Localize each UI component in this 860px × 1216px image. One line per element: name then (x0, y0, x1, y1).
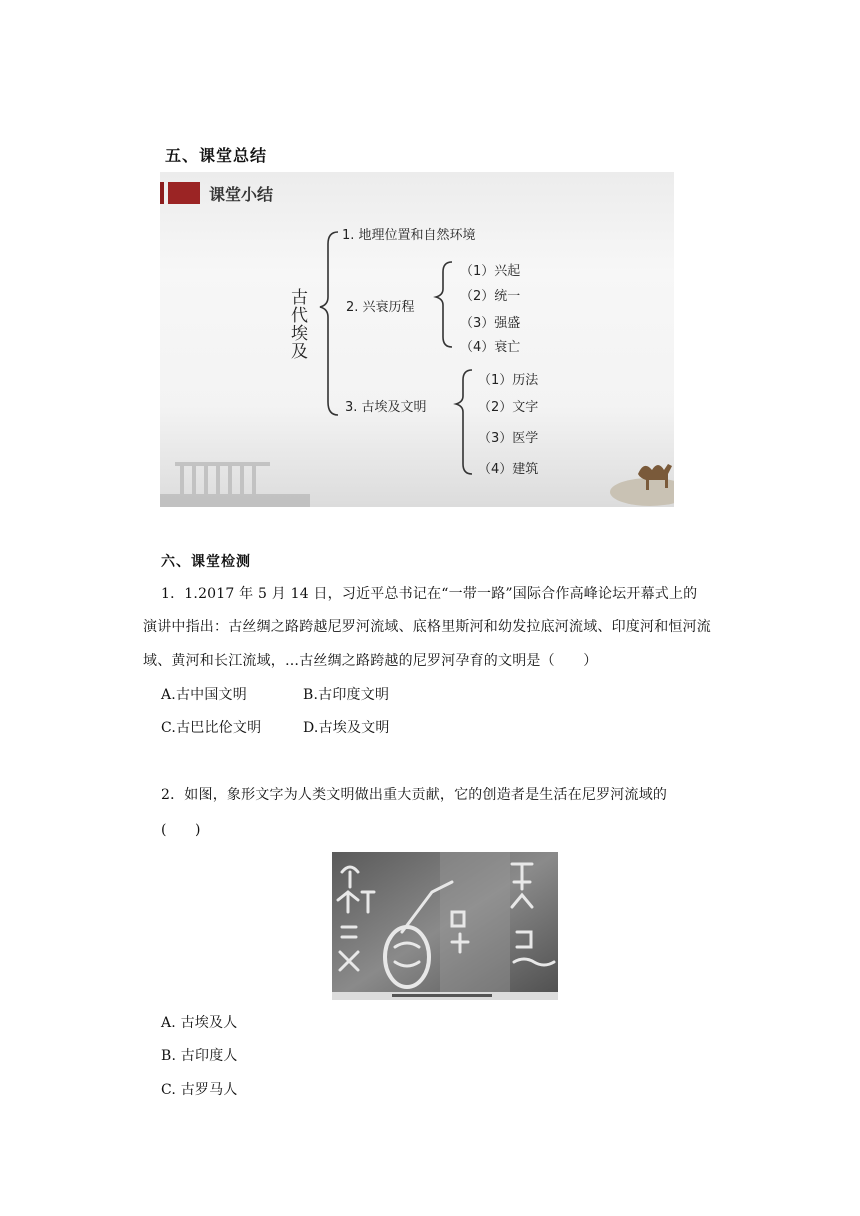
question-1-line-1: 1．1.2017 年 5 月 14 日，习近平总书记在“一带一路”国际合作高峰论坛开幕式上的 (161, 586, 698, 602)
hieroglyph-drawing (332, 852, 558, 1000)
slide-decoration (160, 172, 674, 507)
question-2-line-1: 2．如图，象形文字为人类文明做出重大贡献，它的创造者是生活在尼罗河流域的 (161, 787, 668, 803)
hieroglyph-image (332, 852, 558, 1000)
slide-branch-2-item: （4）衰亡 (460, 340, 521, 355)
slide-branch-3-item: （2）文字 (478, 400, 539, 415)
summary-slide-image (160, 172, 674, 507)
question-2-line-2: ( ) (161, 822, 201, 838)
ruins-silhouette (160, 462, 310, 507)
slide-branch-3-item: （3）医学 (478, 431, 539, 446)
slide-branch-3-item: （4）建筑 (478, 462, 539, 477)
slide-branch-2-item: （2）统一 (460, 289, 521, 304)
question-2-option-c: C. 古罗马人 (161, 1082, 238, 1098)
slide-branch-1: 1. 地理位置和自然环境 (342, 228, 476, 243)
slide-accent-bar (160, 182, 164, 204)
brace-lines (320, 232, 472, 474)
slide-branch-2-item: （1）兴起 (460, 264, 521, 279)
slide-branch-3: 3. 古埃及文明 (345, 400, 427, 415)
question-1-option-d: D.古埃及文明 (303, 720, 390, 736)
camel-illustration (610, 464, 674, 506)
question-1-line-3: 域、黄河和长江流域，…古丝绸之路跨越的尼罗河孕育的文明是（ ） (143, 653, 598, 669)
question-1-option-c: C.古巴比伦文明 (161, 720, 262, 736)
question-2-option-b: B. 古印度人 (161, 1048, 238, 1064)
question-1-option-b: B.古印度文明 (303, 687, 390, 703)
question-2-option-a: A. 古埃及人 (161, 1015, 238, 1031)
slide-branch-2-item: （3）强盛 (460, 316, 521, 331)
slide-title: 课堂小结 (209, 185, 274, 204)
section-heading-summary: 五、课堂总结 (165, 146, 268, 165)
slide-main-topic: 古代埃及 (291, 288, 308, 362)
slide-branch-3-item: （1）历法 (478, 373, 539, 388)
question-1-line-2: 演讲中指出：古丝绸之路跨越尼罗河流域、底格里斯河和幼发拉底河流域、印度河和恒河流 (143, 619, 711, 635)
slide-branch-2: 2. 兴衰历程 (346, 300, 415, 315)
question-1-option-a: A.古中国文明 (161, 687, 247, 703)
slide-accent-block (168, 182, 200, 204)
section-heading-test: 六、课堂检测 (161, 554, 251, 570)
